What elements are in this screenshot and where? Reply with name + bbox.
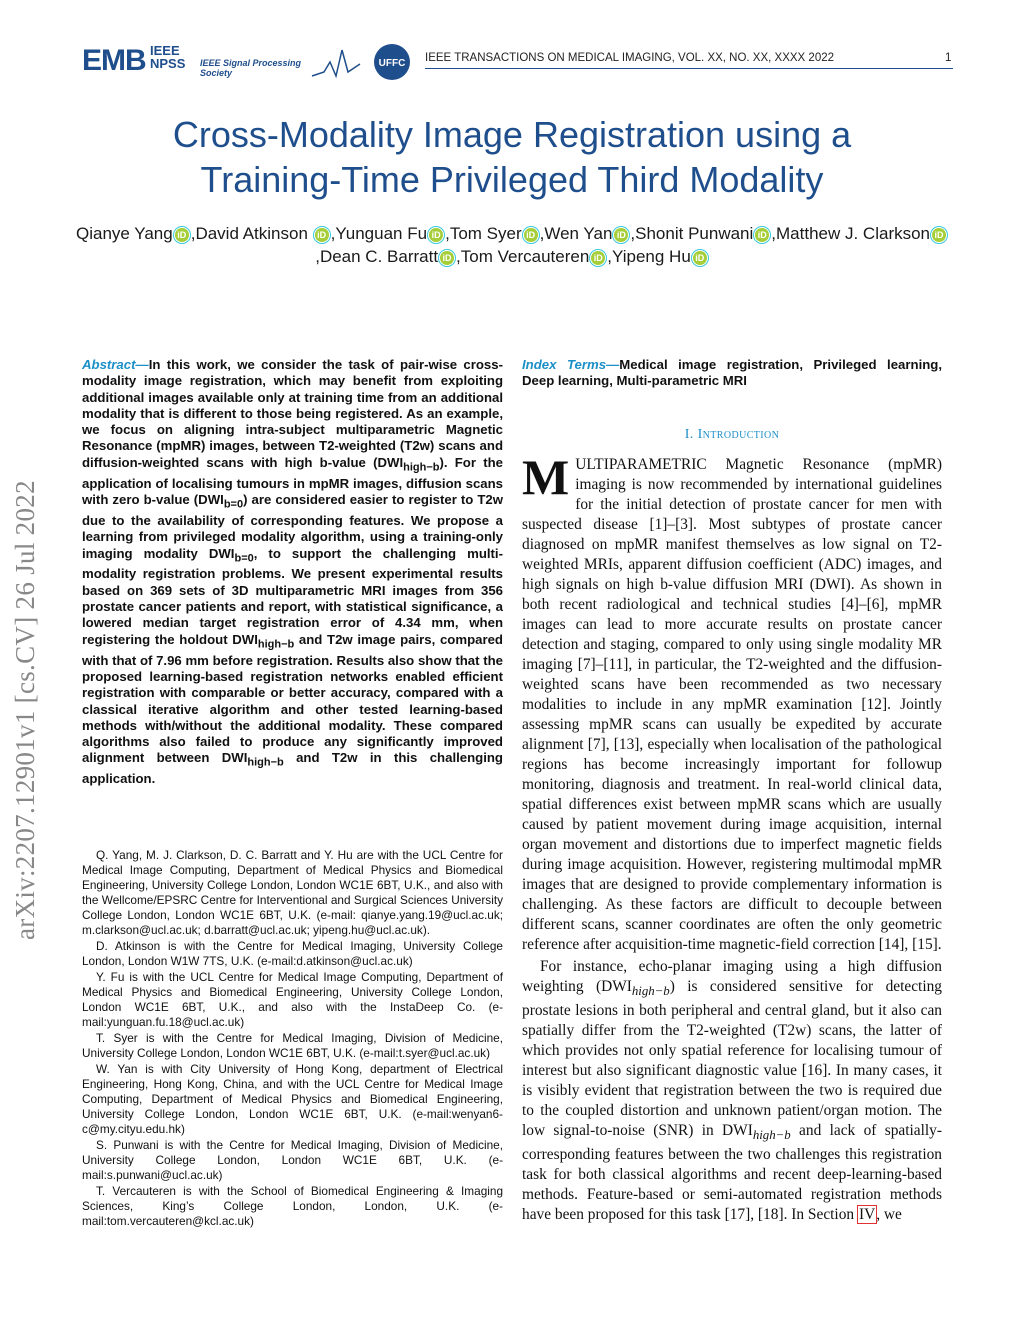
affiliation-note: W. Yan is with City University of Hong Kong, department of Electrical Engineering, Hong Kong, China, and with the UCL Centre for Medical Image Computing, Department of Medical Physics and Biomedical Engineering, University College London, London WC1E 6BT, U.K. (e-mail:wenyan6-c@my.cityu.edu.hk) <box>82 1062 503 1136</box>
orcid-icon[interactable]: iD <box>440 251 454 265</box>
paragraph <box>522 449 942 955</box>
author-name[interactable]: Matthew J. Clarkson <box>776 224 931 243</box>
paper-title <box>60 112 964 202</box>
subscript: high−b <box>752 1128 791 1143</box>
author-name[interactable]: Tom Vercauteren <box>460 247 590 266</box>
orcid-icon[interactable]: iD <box>429 228 443 242</box>
author-name[interactable]: Tom Syer <box>449 224 522 243</box>
waveform-logo-icon <box>310 42 362 82</box>
orcid-icon[interactable]: iD <box>693 251 707 265</box>
title-line-2: Training-Time Privileged Third Modality <box>200 159 824 200</box>
author-name[interactable]: Yipeng Hu <box>612 247 691 266</box>
orcid-icon[interactable]: iD <box>315 228 329 242</box>
subscript: high−b <box>631 984 670 999</box>
index-terms-text: Medical image registration, Privileged learning, Deep learning, Multi-parametric MRI <box>522 357 943 389</box>
section-heading <box>522 427 942 443</box>
abstract-text: ). For the application of localising tumours in mpMR images, diffusion scans with zero b-value (DWI <box>82 454 503 508</box>
orcid-icon[interactable]: iD <box>591 251 605 265</box>
abstract-text: and T2w in this challenging application. <box>82 750 503 787</box>
subscript: high−b <box>247 757 284 770</box>
journal-header: IEEE TRANSACTIONS ON MEDICAL IMAGING, VOL. XX, NO. XX, XXXX 2022 <box>425 52 835 64</box>
subscript: b=0 <box>234 552 254 565</box>
orcid-icon[interactable]: iD <box>614 228 628 242</box>
introduction-body <box>522 449 942 1225</box>
abstract-text: , to support the challenging multi-modality registration problems. We present experimental results based on 369 sets of 3D multiparametric MRI images from 356 prostate cancer patients and report, with statistical significance, a lowered median target registration error of 4.34 mm, when registering the holdout DWI <box>82 545 503 647</box>
paragraph-text: ) is considered sensitive for detecting prostate lesions in both peripheral and central gland, but it also can spatially differ from the T2-weighted (T2w) scans, the latter of which provides not only spatial reference for localising tumour of interest but also significant diagnostic value [16]. In many cases, it is visibly evident that registration between the two is required due to the coupled distortion and unknown patient/organ motion. The low signal-to-noise (SNR) in DWI <box>522 978 942 1140</box>
author-name[interactable]: Qianye Yang <box>75 224 173 243</box>
paragraph-text: , we <box>876 1206 902 1224</box>
section-reference-link[interactable]: IV <box>858 1206 876 1224</box>
arxiv-identifier[interactable]: arXiv:2207.12901v1 [cs.CV] 26 Jul 2022 <box>10 480 40 940</box>
author-list: Qianye Yang iD ,David Atkinson iD ,Yunguan Fu iD ,Tom Syer iD ,Wen Yan iD ,Shonit Punwani iD ,Matthew J. Clarkson iD,Dean C. Barratt iD ,Tom Vercauteren iD ,Yipeng Hu iD <box>70 222 954 268</box>
author-affiliations <box>82 848 503 1230</box>
affiliation-note: D. Atkinson is with the Centre for Medical Imaging, University College London, London W1W 7TS, U.K. (e-mail:d.atkinson@ucl.ac.uk) <box>82 939 503 968</box>
paragraph-text: For instance, echo-planar imaging using a high diffusion weighting (DWI <box>522 958 942 995</box>
paragraph <box>522 957 942 1225</box>
index-terms-label: Index Terms— <box>522 357 620 372</box>
author-name[interactable]: Dean C. Barratt <box>319 247 439 266</box>
paragraph-text: Magnetic Resonance (mpMR) imaging is now recommended by international guidelines for the initial detection of prostate cancer for men with suspected disease [1]–[3]. Most subtypes of prostate cancer diagnosed on mpMR manifest themselves as low signal on T2-weighted MRIs, apparent diffusion coefficient (ADC) images, and high signals on high b-value diffusion MRI (DWI). As shown in both recent radiological and technical studies [4]–[6], mpMR images can lead to more accurate results on prostate cancer detection and staging, compared to only using single modality MR imaging [7]–[11], in particular, the T2-weighted and the diffusion-weighted scans have been recommended as two necessary modalities to include in any mpMR examination [12]. Jointly assessing mpMR scans can usually be expedited by accurate alignment [7], [13], especially when localisation of the pathological regions has become increasingly important for followup monitoring, diagnosis and treatment. In real-world clinical data, spatial differences exist between mpMR scans which are usually caused by patient movement during image acquisition, internal organ movement and distortions due to imperfect magnetic fields during image acquisition. However, registering multimodal mpMR images that are designed to provide complementary information is challenging. As these factors are difficult to decouple between different scans, scanner coordinates are often the only geometric reference after acquisition-time magnetic-field correction [14], [15]. <box>522 456 942 953</box>
title-line-1: Cross-Modality Image Registration using a <box>172 114 852 155</box>
author-name[interactable]: Yunguan Fu <box>335 224 428 243</box>
author-name[interactable]: Wen Yan <box>544 224 613 243</box>
affiliation-note: Y. Fu is with the UCL Centre for Medical Image Computing, Department of Medical Physics and Biomedical Engineering, University College London, London WC1E 6BT, U.K., and also with the InstaDeep Co. (e-mail:yunguan.fu.18@ucl.ac.uk) <box>82 970 503 1029</box>
index-terms <box>522 357 942 390</box>
subscript: high−b <box>403 461 440 474</box>
uffc-logo-icon <box>372 42 412 82</box>
abstract <box>82 357 503 788</box>
npss-logo: IEEE NPSS <box>150 43 186 71</box>
subscript: high−b <box>257 638 295 651</box>
affiliation-note: Q. Yang, M. J. Clarkson, D. C. Barratt and Y. Hu are with the UCL Centre for Medical Image Computing, Department of Medical Physics and Biomedical Engineering, University College London, London WC1E 6BT, U.K., and also with the Wellcome/EPSRC Centre for Interventional and Surgical Sciences University College London, London WC1E 6BT, U.K. (e-mail: qianye.yang.19@ucl.ac.uk; m.clarkson@ucl.ac.uk; d.barratt@ucl.ac.uk; yipeng.hu@ucl.ac.uk). <box>82 848 503 937</box>
emb-logo: EMB <box>82 44 146 77</box>
header-rule <box>425 68 953 69</box>
paragraph-text: and lack of spatially-corresponding features between the two challenges this registration task for both classical algorithms and recent deep-learning-based methods. Feature-based or semi-automated registration methods have been proposed for this task [17], [18]. In Section <box>522 1122 942 1224</box>
abstract-text: In this work, we consider the task of pair-wise cross-modality image registration, which may benefit from exploiting additional images available only at training time from an additional modality that is different to those being registered. As an example, we focus on aligning intra-subject multiparametric Magnetic Resonance (mpMR) images, between T2-weighted (T2w) scans and diffusion-weighted scans with high b-value (DWI <box>82 357 503 470</box>
orcid-icon[interactable]: iD <box>524 228 538 242</box>
affiliation-note: S. Punwani is with the Centre for Medical Imaging, Division of Medicine, University College London, London WC1E 6BT, U.K. (e-mail:s.punwani@ucl.ac.uk) <box>82 1138 503 1182</box>
orcid-icon[interactable]: iD <box>932 228 946 242</box>
page-number: 1 <box>945 52 952 64</box>
author-name[interactable]: David Atkinson <box>195 224 308 243</box>
drop-cap: M <box>522 449 570 505</box>
uffc-logo-text: UFFC <box>378 58 406 69</box>
lead-word: ULTIPARAMETRIC <box>575 456 707 473</box>
section-title: Introduction <box>697 427 780 442</box>
abstract-label: Abstract— <box>82 357 149 372</box>
section-number: I. <box>684 427 694 442</box>
orcid-icon[interactable]: iD <box>175 228 189 242</box>
author-name[interactable]: Shonit Punwani <box>635 224 754 243</box>
publisher-logos <box>82 40 412 86</box>
subscript: b=0 <box>223 498 244 511</box>
affiliation-note: T. Syer is with the Centre for Medical Imaging, Division of Medicine, University College London, London WC1E 6BT, U.K. (e-mail:t.syer@ucl.ac.uk) <box>82 1031 503 1060</box>
abstract-text: and T2w image pairs, compared with that of 7.96 mm before registration. Results also show that the proposed learning-based registration networks enabled efficient registration with comparable or better accuracy, compared with a classical iterative algorithm and other tested learning-based methods with/without the additional modality. These compared algorithms also failed to produce any significantly improved alignment between DWI <box>82 631 503 766</box>
sps-logo: IEEE Signal Processing Society <box>200 58 302 78</box>
orcid-icon[interactable]: iD <box>755 228 769 242</box>
affiliation-note: T. Vercauteren is with the School of Biomedical Engineering & Imaging Sciences, King’s College London, London, U.K. (e-mail:tom.vercauteren@kcl.ac.uk) <box>82 1184 503 1228</box>
abstract-text: ) are considered easier to register to T2w due to the availability of corresponding features. We propose a learning from privileged modality algorithm, using a training-only imaging modality DWI <box>82 492 504 561</box>
